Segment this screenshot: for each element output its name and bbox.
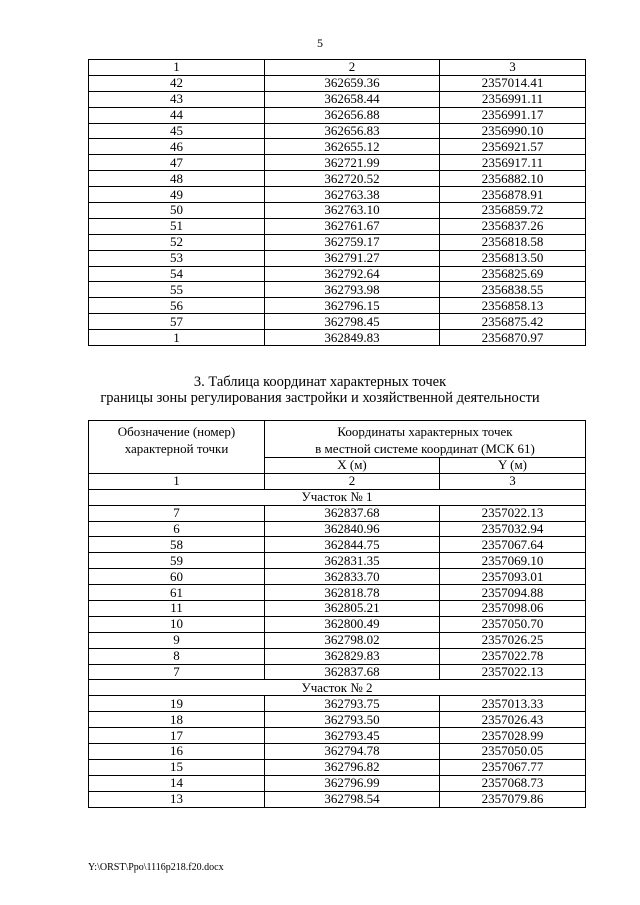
table-row — [89, 218, 586, 234]
y-coordinate: 2357026.43 — [440, 712, 586, 728]
x-coordinate: 362793.98 — [265, 282, 440, 298]
x-coordinate: 362759.17 — [265, 234, 440, 250]
y-coordinate: 2357026.25 — [440, 632, 586, 648]
table-row — [89, 759, 586, 775]
x-coordinate: 362849.83 — [265, 330, 440, 346]
point-number: 16 — [89, 744, 265, 760]
point-number: 58 — [89, 537, 265, 553]
table-row — [89, 298, 586, 314]
coordinates-header-line1: Координаты характерных точек — [337, 424, 513, 439]
point-number: 19 — [89, 696, 265, 712]
point-number: 9 — [89, 632, 265, 648]
point-designation-header — [89, 421, 265, 474]
x-coordinate: 362721.99 — [265, 155, 440, 171]
x-coordinate: 362796.99 — [265, 775, 440, 791]
point-number: 61 — [89, 585, 265, 601]
point-number: 55 — [89, 282, 265, 298]
table-row — [89, 601, 586, 617]
table2-numbering-row — [89, 473, 586, 489]
x-coordinate: 362720.52 — [265, 171, 440, 187]
table-row — [89, 648, 586, 664]
table-row — [89, 569, 586, 585]
x-coordinate: 362791.27 — [265, 250, 440, 266]
point-number: 44 — [89, 107, 265, 123]
point-number: 47 — [89, 155, 265, 171]
x-header: X (м) — [265, 458, 440, 474]
x-coordinate: 362656.88 — [265, 107, 440, 123]
table-row — [89, 537, 586, 553]
table-row — [89, 553, 586, 569]
table-row — [89, 314, 586, 330]
table2-body — [89, 421, 586, 808]
point-number: 50 — [89, 203, 265, 219]
point-designation-header-line1: Обозначение (номер) — [117, 424, 236, 439]
table2-header-row — [89, 421, 586, 458]
y-coordinate: 2357069.10 — [440, 553, 586, 569]
point-number: 51 — [89, 218, 265, 234]
point-number: 59 — [89, 553, 265, 569]
y-coordinate: 2357098.06 — [440, 601, 586, 617]
y-coordinate: 2357067.77 — [440, 759, 586, 775]
table-row — [89, 521, 586, 537]
x-coordinate: 362658.44 — [265, 91, 440, 107]
point-number: 11 — [89, 601, 265, 617]
y-coordinate: 2357028.99 — [440, 728, 586, 744]
table-row — [89, 728, 586, 744]
table-row — [89, 107, 586, 123]
section-title: Участок № 1 — [89, 489, 586, 505]
x-coordinate: 362796.15 — [265, 298, 440, 314]
x-coordinate: 362659.36 — [265, 75, 440, 91]
point-number: 45 — [89, 123, 265, 139]
table-row — [89, 155, 586, 171]
table-row — [89, 203, 586, 219]
x-coordinate: 362793.50 — [265, 712, 440, 728]
x-coordinate: 362792.64 — [265, 266, 440, 282]
point-number: 49 — [89, 187, 265, 203]
x-coordinate: 362763.38 — [265, 187, 440, 203]
section-row — [89, 489, 586, 505]
point-number: 57 — [89, 314, 265, 330]
x-coordinate: 362840.96 — [265, 521, 440, 537]
table-row — [89, 775, 586, 791]
table1-col-number: 3 — [440, 60, 586, 76]
point-number: 18 — [89, 712, 265, 728]
y-coordinate: 2356818.58 — [440, 234, 586, 250]
file-path-footer: Y:\ORST\Ppo\1116p218.f20.docx — [88, 862, 224, 873]
table2-col-number: 1 — [89, 473, 265, 489]
x-coordinate: 362656.83 — [265, 123, 440, 139]
point-number: 42 — [89, 75, 265, 91]
y-coordinate: 2356825.69 — [440, 266, 586, 282]
y-coordinate: 2356859.72 — [440, 203, 586, 219]
x-coordinate: 362837.68 — [265, 505, 440, 521]
table-row — [89, 266, 586, 282]
table-row — [89, 75, 586, 91]
x-coordinate: 362793.75 — [265, 696, 440, 712]
y-coordinate: 2356870.97 — [440, 330, 586, 346]
point-number: 14 — [89, 775, 265, 791]
table-row — [89, 791, 586, 807]
y-coordinate: 2356838.55 — [440, 282, 586, 298]
y-coordinate: 2357068.73 — [440, 775, 586, 791]
table-row — [89, 505, 586, 521]
y-coordinate: 2356882.10 — [440, 171, 586, 187]
point-number: 1 — [89, 330, 265, 346]
table1-col-number: 2 — [265, 60, 440, 76]
y-coordinate: 2357014.41 — [440, 75, 586, 91]
x-coordinate: 362844.75 — [265, 537, 440, 553]
point-number: 6 — [89, 521, 265, 537]
zone-coordinates-table — [88, 420, 586, 808]
section-title-line2: границы зоны регулирования застройки и хозяйственной деятельности — [100, 390, 540, 406]
x-coordinate: 362829.83 — [265, 648, 440, 664]
y-coordinate: 2357050.05 — [440, 744, 586, 760]
y-coordinate: 2357022.13 — [440, 505, 586, 521]
section-title-line1: 3. Таблица координат характерных точек — [193, 374, 447, 390]
y-coordinate: 2357093.01 — [440, 569, 586, 585]
y-coordinate: 2357067.64 — [440, 537, 586, 553]
point-number: 56 — [89, 298, 265, 314]
table-row — [89, 712, 586, 728]
table-row — [89, 616, 586, 632]
coordinates-header — [265, 421, 586, 458]
table2-col-number: 2 — [265, 473, 440, 489]
y-coordinate: 2356921.57 — [440, 139, 586, 155]
y-coordinate: 2357032.94 — [440, 521, 586, 537]
table1-body — [89, 60, 586, 346]
x-coordinate: 362763.10 — [265, 203, 440, 219]
y-coordinate: 2357050.70 — [440, 616, 586, 632]
point-designation-header-line2: характерной точки — [124, 441, 229, 456]
table1-col-number: 1 — [89, 60, 265, 76]
coordinates-table-continued — [88, 59, 586, 346]
y-coordinate: 2357079.86 — [440, 791, 586, 807]
y-coordinate: 2357094.88 — [440, 585, 586, 601]
y-coordinate: 2356917.11 — [440, 155, 586, 171]
point-number: 15 — [89, 759, 265, 775]
x-coordinate: 362793.45 — [265, 728, 440, 744]
x-coordinate: 362805.21 — [265, 601, 440, 617]
x-coordinate: 362833.70 — [265, 569, 440, 585]
table-row — [89, 234, 586, 250]
y-coordinate: 2356991.17 — [440, 107, 586, 123]
coordinates-header-line2: в местной системе координат (МСК 61) — [315, 441, 535, 456]
y-header: Y (м) — [440, 458, 586, 474]
table-row — [89, 744, 586, 760]
x-coordinate: 362761.67 — [265, 218, 440, 234]
point-number: 53 — [89, 250, 265, 266]
point-number: 52 — [89, 234, 265, 250]
x-coordinate: 362818.78 — [265, 585, 440, 601]
y-coordinate: 2356813.50 — [440, 250, 586, 266]
table-row — [89, 250, 586, 266]
x-coordinate: 362798.45 — [265, 314, 440, 330]
x-coordinate: 362655.12 — [265, 139, 440, 155]
table-row — [89, 187, 586, 203]
x-coordinate: 362798.02 — [265, 632, 440, 648]
y-coordinate: 2357022.78 — [440, 648, 586, 664]
y-coordinate: 2356990.10 — [440, 123, 586, 139]
table-row — [89, 664, 586, 680]
point-number: 8 — [89, 648, 265, 664]
point-number: 7 — [89, 505, 265, 521]
point-number: 54 — [89, 266, 265, 282]
point-number: 7 — [89, 664, 265, 680]
y-coordinate: 2356878.91 — [440, 187, 586, 203]
point-number: 17 — [89, 728, 265, 744]
table-row — [89, 123, 586, 139]
y-coordinate: 2356837.26 — [440, 218, 586, 234]
table-row — [89, 282, 586, 298]
table-row — [89, 330, 586, 346]
section-title: Участок № 2 — [89, 680, 586, 696]
table1-numbering-row — [89, 60, 586, 76]
y-coordinate: 2356858.13 — [440, 298, 586, 314]
point-number: 46 — [89, 139, 265, 155]
table2-col-number: 3 — [440, 473, 586, 489]
page-number: 5 — [317, 36, 323, 50]
section-row — [89, 680, 586, 696]
y-coordinate: 2357013.33 — [440, 696, 586, 712]
x-coordinate: 362831.35 — [265, 553, 440, 569]
point-number: 48 — [89, 171, 265, 187]
x-coordinate: 362798.54 — [265, 791, 440, 807]
point-number: 10 — [89, 616, 265, 632]
x-coordinate: 362837.68 — [265, 664, 440, 680]
x-coordinate: 362794.78 — [265, 744, 440, 760]
table-row — [89, 696, 586, 712]
x-coordinate: 362796.82 — [265, 759, 440, 775]
table-row — [89, 585, 586, 601]
point-number: 13 — [89, 791, 265, 807]
table-row — [89, 139, 586, 155]
point-number: 60 — [89, 569, 265, 585]
table-row — [89, 91, 586, 107]
table-row — [89, 171, 586, 187]
table-row — [89, 632, 586, 648]
y-coordinate: 2356875.42 — [440, 314, 586, 330]
y-coordinate: 2357022.13 — [440, 664, 586, 680]
x-coordinate: 362800.49 — [265, 616, 440, 632]
point-number: 43 — [89, 91, 265, 107]
y-coordinate: 2356991.11 — [440, 91, 586, 107]
